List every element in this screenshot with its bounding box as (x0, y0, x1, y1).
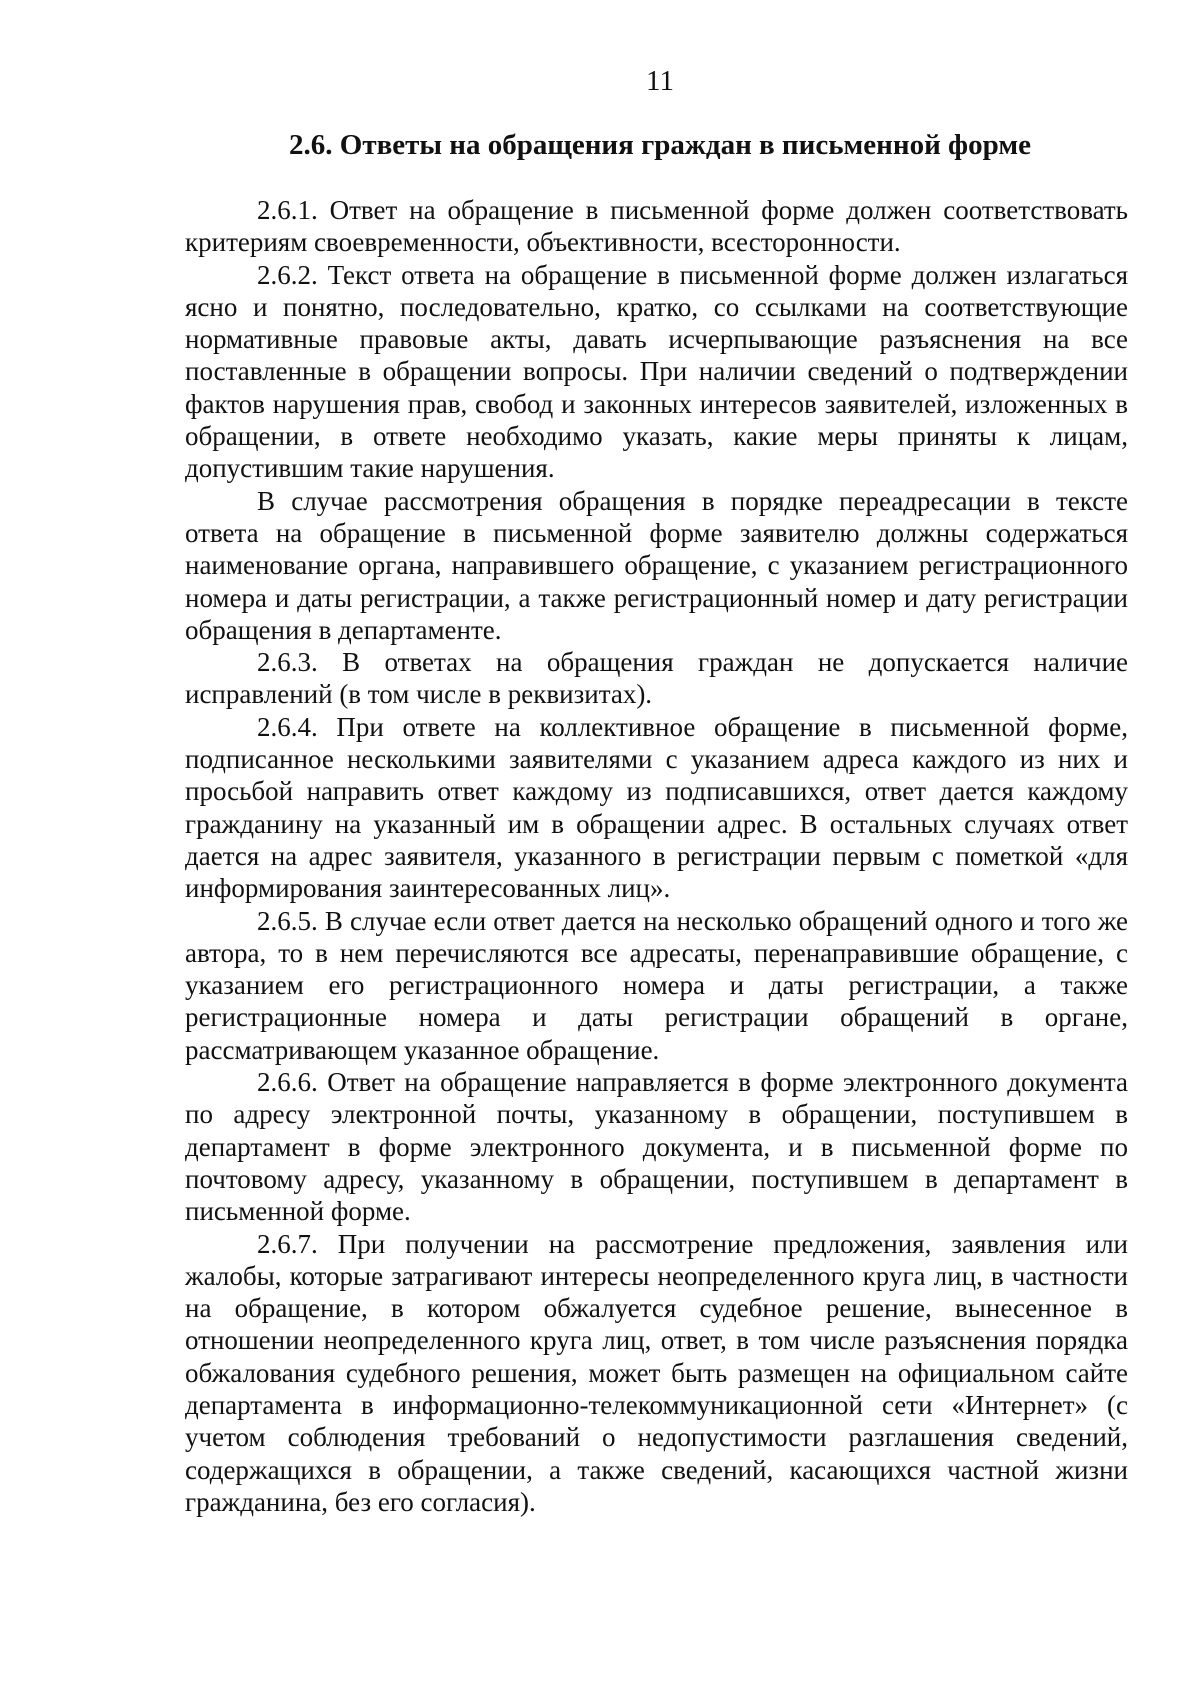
paragraph-readdressing: В случае рассмотрения обращения в порядке переадресации в тексте ответа на обращение в письменной форме заявителю должны содержаться наименование органа, направившего обращение, с указанием регистрационного номера и даты регистрации, а также регистрационный номер и дату регистрации обращения в департаменте. (185, 485, 1128, 645)
paragraph-2-6-3: 2.6.3. В ответах на обращения граждан не допускается наличие исправлений (в том числе в реквизитах). (185, 647, 1128, 710)
section-title: 2.6. Ответы на обращения граждан в письменной форме (289, 129, 1031, 161)
paragraph-2-6-4: 2.6.4. При ответе на коллективное обращение в письменной форме, подписанное несколькими заявителями с указанием адреса каждого из них и просьбой направить ответ каждому из подписавшихся, ответ дается каждому гражданину на указанный им в обращении адрес. В остальных случаях ответ дается на адрес заявителя, указанного в регистрации первым с пометкой «для информирования заинтересованных лиц». (185, 711, 1128, 904)
paragraph-2-6-7: 2.6.7. При получении на рассмотрение предложения, заявления или жалобы, которые затрагивают интересы неопределенного круга лиц, в частности на обращение, в котором обжалуется судебное решение, вынесенное в отношении неопределенного круга лиц, ответ, в том числе разъяснения порядка обжалования судебного решения, может быть размещен на официальном сайте департамента в информационно-телекоммуникационной сети «Интернет» (с учетом соблюдения требований о недопустимости разглашения сведений, содержащихся в обращении, а также сведений, касающихся частной жизни гражданина, без его согласия). (185, 1228, 1128, 1517)
document-body (185, 194, 1128, 1518)
paragraph-2-6-6: 2.6.6. Ответ на обращение направляется в форме электронного документа по адресу электронной почты, указанному в обращении, поступившем в департамент в форме электронного документа, и в письменной форме по почтовому адресу, указанному в обращении, поступившем в департамент в письменной форме. (185, 1067, 1128, 1227)
paragraph-2-6-1: 2.6.1. Ответ на обращение в письменной форме должен соответствовать критериям своевременности, объективности, всесторонности. (185, 195, 1128, 258)
page-number: 11 (646, 65, 674, 97)
paragraph-2-6-2: 2.6.2. Текст ответа на обращение в письменной форме должен излагаться ясно и понятно, последовательно, кратко, со ссылками на соответствующие нормативные правовые акты, давать исчерпывающие разъяснения на все поставленные в обращении вопросы. При наличии сведений о подтверждении фактов нарушения прав, свобод и законных интересов заявителей, изложенных в обращении, в ответе необходимо указать, какие меры приняты к лицам, допустившим такие нарушения. (185, 259, 1128, 484)
paragraph-2-6-5: 2.6.5. В случае если ответ дается на несколько обращений одного и того же автора, то в нем перечисляются все адресаты, перенаправившие обращение, с указанием его регистрационного номера и даты регистрации, а также регистрационные номера и даты регистрации обращений в органе, рассматривающем указанное обращение. (185, 905, 1128, 1065)
